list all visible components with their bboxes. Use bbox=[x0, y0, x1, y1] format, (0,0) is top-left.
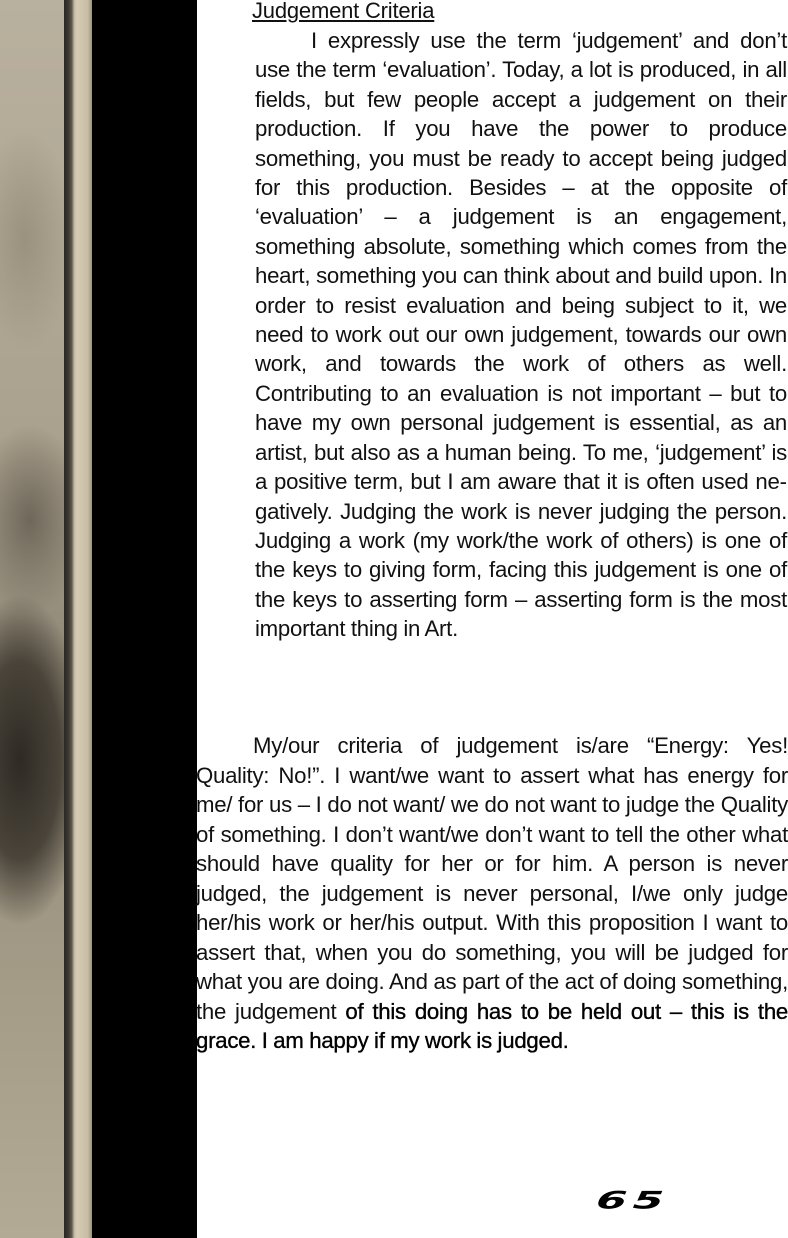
page-number: 65 bbox=[589, 1186, 676, 1215]
photo-paper-edge bbox=[78, 0, 92, 1238]
body-paragraph-1 bbox=[255, 26, 787, 644]
paragraph-2-emphasis: of this doing has to be held out – this is the grace. I am happy if my work is judged. bbox=[196, 998, 788, 1053]
photo-border bbox=[64, 0, 78, 1238]
black-margin-band bbox=[92, 0, 197, 1238]
paragraph-2-text: My/our criteria of judgement is/are “Energy: Yes! Quality: No!”. I want/we want to assert what has energy for me/ for us – I do not want/ we do not want to judge the Quality of something. I don’t want/we don’t want to tell the other what should have quality for her or for him. A person is never judged, the judgement is never personal, I/we only judge her/his work or her/his output. With this proposition I want to assert that, when you do something, you will be judged for what you are doing. And as part of the act of doing something, the judgement bbox=[196, 733, 788, 1024]
photo-portrait-strip bbox=[0, 0, 66, 1238]
body-paragraph-2 bbox=[196, 731, 788, 1056]
section-heading: Judgement Criteria bbox=[252, 0, 435, 23]
paragraph-1-text: I expressly use the term ‘judgement’ and don’t use the term ‘evaluation’. Today, a lot is produced, in all fields, but few people accept a judgement on their production. If you have the power to produce something, you must be ready to accept being judged for this production. Besides – at the opposite of ‘evaluation’ – a judgement is an engagement, something absolute, something which comes from the heart, something you can think about and build upon. In order to resist evaluation and being subject to it, we need to work out our own judgement, towards our own work, and towards the work of others as well. Contributing to an evaluation is not important – but to have my own personal judgement is essential, as an artist, but also as a human being. To me, ‘judgement’ is a positive term, but I am aware that it is often used negatively. Judging the work is never judging the person. Judging a work (my work/the work of others) is one of the keys to giving form, facing this judgement is one of the keys to asserting form – asserting form is the most important thing in Art. bbox=[255, 28, 787, 642]
